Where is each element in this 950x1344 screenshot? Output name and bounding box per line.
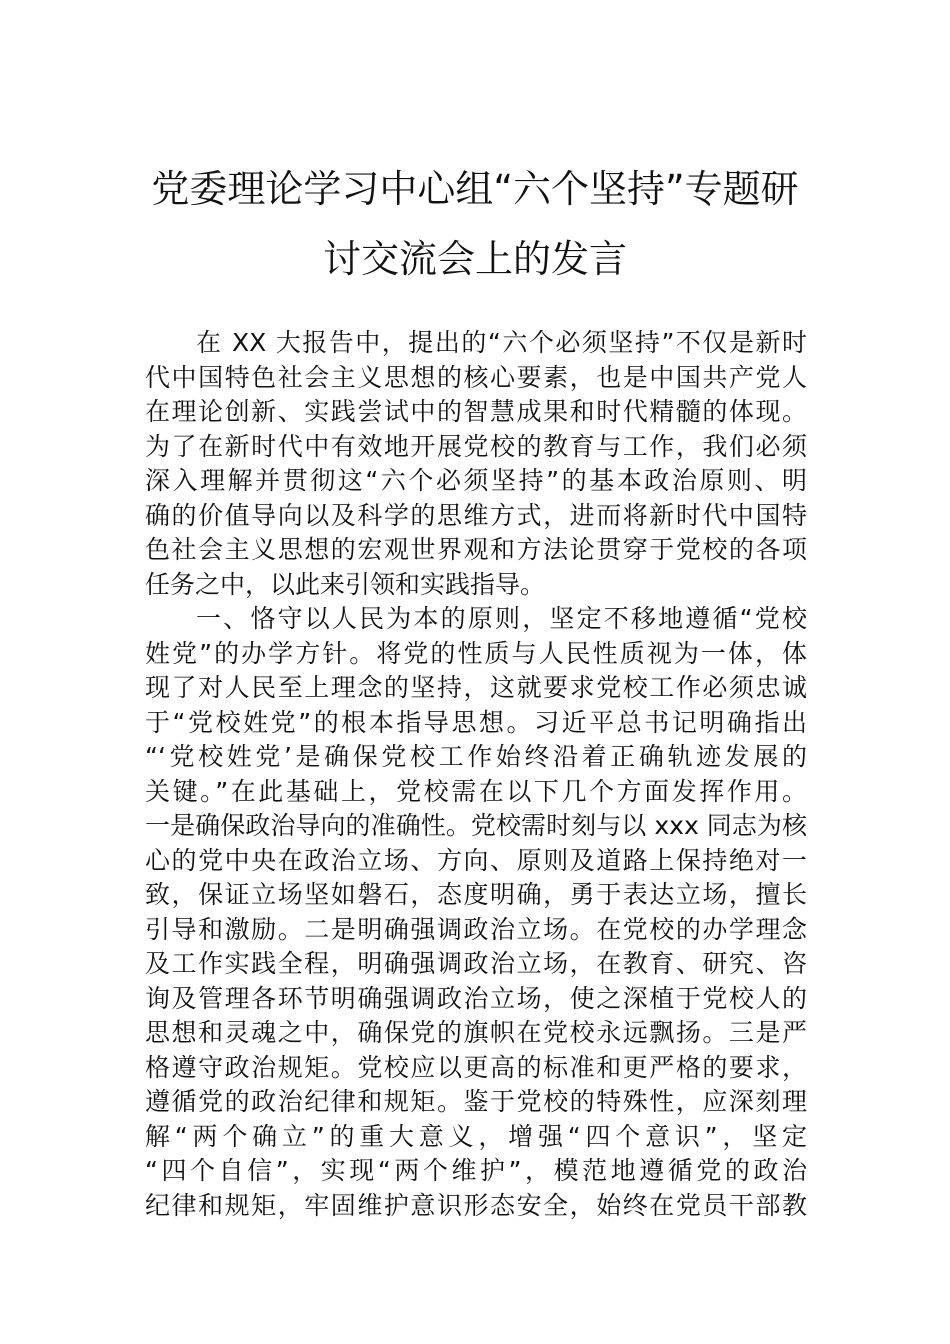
body-line: 解“两个确立”的重大意义，增强“四个意识”，坚定 [145, 1121, 807, 1151]
document-title-line-2: 讨交流会上的发言 [322, 237, 627, 281]
body-line: 及工作实践全程，明确强调政治立场，在教育、研究、咨 [145, 949, 807, 978]
body-line: 在理论创新、实践尝试中的智慧成果和时代精髓的体现。 [145, 397, 807, 426]
body-line: 思想和灵魂之中，确保党的旗帜在党校永远飘扬。三是严 [145, 1018, 807, 1047]
body-line: 为了在新时代中有效地开展党校的教育与工作，我们必须 [145, 431, 807, 461]
body-line: 格遵守政治规矩。党校应以更高的标准和更严格的要求， [145, 1052, 807, 1082]
body-line: 一、恪守以人民为本的原则，坚定不移地遵循“党校 [196, 604, 807, 633]
body-line: 引导和激励。二是明确强调政治立场。在党校的办学理念 [145, 914, 807, 944]
body-line: 致，保证立场坚如磐石，态度明确，勇于表达立场，擅长 [145, 880, 807, 909]
body-line: 心的党中央在政治立场、方向、原则及道路上保持绝对一 [145, 845, 807, 875]
body-line: 关键。”在此基础上，党校需在以下几个方面发挥作用。 [145, 776, 807, 806]
body-line: “‘党校姓党’是确保党校工作始终沿着正确轨迹发展的 [145, 742, 807, 771]
body-line: 现了对人民至上理念的坚持，这就要求党校工作必须忠诚 [145, 673, 807, 702]
body-line: 于“党校姓党”的根本指导思想。习近平总书记明确指出 [145, 707, 807, 737]
body-line: 纪律和规矩，牢固维护意识形态安全，始终在党员干部教 [145, 1190, 807, 1220]
body-line: 深入理解并贯彻这“六个必须坚持”的基本政治原则、明 [145, 466, 807, 495]
body-line: “四个自信”，实现“两个维护”，模范地遵循党的政治 [145, 1156, 807, 1185]
body-line: 询及管理各环节明确强调政治立场，使之深植于党校人的 [145, 983, 807, 1013]
body-line: 任务之中，以此来引领和实践指导。 [145, 569, 546, 599]
body-line: 在 XX 大报告中，提出的“六个必须坚持”不仅是新时 [196, 328, 807, 357]
body-line: 一是确保政治导向的准确性。党校需时刻与以 xxx 同志为核 [145, 811, 807, 840]
body-line: 代中国特色社会主义思想的核心要素，也是中国共产党人 [145, 362, 807, 392]
body-line: 确的价值导向以及科学的思维方式，进而将新时代中国特 [145, 500, 807, 530]
body-line: 姓党”的办学方针。将党的性质与人民性质视为一体，体 [145, 638, 807, 668]
document-title-line-1: 党委理论学习中心组“六个坚持”专题研 [151, 167, 799, 211]
body-line: 色社会主义思想的宏观世界观和方法论贯穿于党校的各项 [145, 535, 807, 564]
body-line: 遵循党的政治纪律和规矩。鉴于党校的特殊性，应深刻理 [145, 1087, 807, 1116]
document-body [145, 326, 807, 1223]
